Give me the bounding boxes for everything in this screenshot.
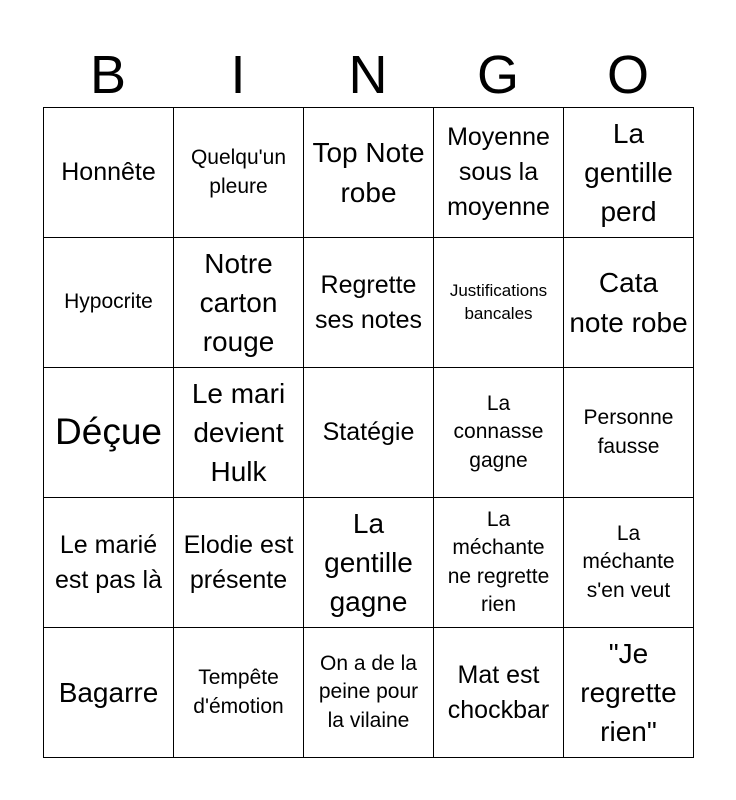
bingo-cell[interactable]: Elodie est présente <box>174 498 304 628</box>
board-row <box>44 368 694 498</box>
bingo-cell[interactable]: Moyenne sous la moyenne <box>434 108 564 238</box>
bingo-cell[interactable]: La méchante ne regrette rien <box>434 498 564 628</box>
header-letter-o: O <box>606 45 649 105</box>
bingo-cell[interactable]: Mat est chockbar <box>434 628 564 758</box>
header-letter-g: G <box>476 45 519 105</box>
bingo-cell[interactable]: Top Note robe <box>304 108 434 238</box>
bingo-cell[interactable]: Quelqu'un pleure <box>174 108 304 238</box>
bingo-cell[interactable]: Statégie <box>304 368 434 498</box>
board-row <box>44 238 694 368</box>
bingo-cell[interactable]: "Je regrette rien" <box>564 628 694 758</box>
bingo-cell[interactable]: Cata note robe <box>564 238 694 368</box>
bingo-cell[interactable]: Le marié est pas là <box>44 498 174 628</box>
bingo-cell[interactable]: Notre carton rouge <box>174 238 304 368</box>
bingo-cell[interactable]: Regrette ses notes <box>304 238 434 368</box>
header-letter-n: N <box>348 45 388 105</box>
bingo-board <box>43 107 694 758</box>
bingo-cell[interactable]: La connasse gagne <box>434 368 564 498</box>
bingo-cell[interactable]: Justifications bancales <box>434 238 564 368</box>
board-row <box>44 628 694 758</box>
bingo-cell[interactable]: La gentille gagne <box>304 498 434 628</box>
header-letter-i: I <box>230 45 246 105</box>
bingo-cell[interactable]: Honnête <box>44 108 174 238</box>
bingo-cell[interactable]: Déçue <box>44 368 174 498</box>
bingo-cell[interactable]: Le mari devient Hulk <box>174 368 304 498</box>
board-row <box>44 498 694 628</box>
bingo-header <box>43 44 693 106</box>
board-row <box>44 108 694 238</box>
bingo-cell[interactable]: La gentille perd <box>564 108 694 238</box>
header-letter-b: B <box>89 45 127 105</box>
bingo-cell[interactable]: Personne fausse <box>564 368 694 498</box>
bingo-cell[interactable]: Hypocrite <box>44 238 174 368</box>
bingo-cell[interactable]: La méchante s'en veut <box>564 498 694 628</box>
bingo-cell[interactable]: Bagarre <box>44 628 174 758</box>
bingo-cell[interactable]: Tempête d'émotion <box>174 628 304 758</box>
bingo-cell[interactable]: On a de la peine pour la vilaine <box>304 628 434 758</box>
